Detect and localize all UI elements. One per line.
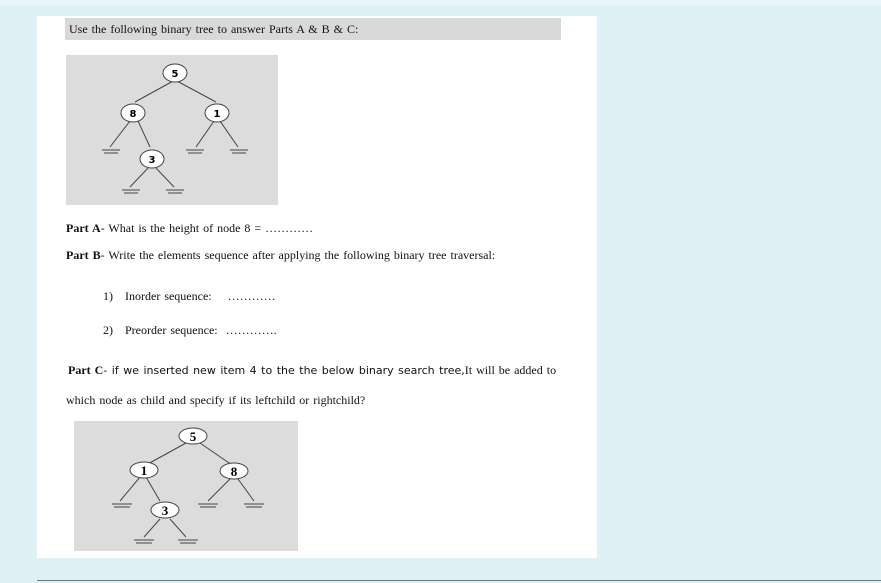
item-blank: ………… bbox=[227, 289, 276, 303]
item-blank: …………. bbox=[225, 323, 277, 337]
intro-heading: Use the following binary tree to answer Parts A & B & C: bbox=[65, 18, 561, 40]
tree1-node-root: 5 bbox=[171, 69, 179, 80]
part-c-text: - if we inserted new item 4 to the the below binary search tree, bbox=[103, 364, 465, 377]
part-a-question bbox=[66, 221, 313, 236]
tree1-node-right: 1 bbox=[213, 109, 221, 120]
bottom-divider bbox=[37, 580, 881, 581]
item-label: Preorder sequence: bbox=[125, 323, 218, 337]
part-b-text: - Write the elements sequence after applying the following binary tree traversal: bbox=[100, 248, 496, 262]
part-c-question-line1 bbox=[68, 363, 556, 378]
item-label: Inorder sequence: bbox=[125, 289, 212, 303]
item-number: 2) bbox=[103, 323, 113, 337]
tree2-node-right: 8 bbox=[230, 464, 238, 479]
item-number: 1) bbox=[103, 289, 113, 303]
binary-tree-figure bbox=[66, 55, 278, 205]
part-c-text-end: It will be added to bbox=[464, 363, 557, 377]
part-c-label: Part C bbox=[68, 363, 104, 377]
tree2-node-left: 1 bbox=[140, 463, 148, 478]
tree2-node-left-right: 3 bbox=[161, 503, 169, 518]
part-b-question bbox=[66, 248, 495, 263]
part-a-text: - What is the height of node 8 = ………… bbox=[100, 221, 314, 235]
tree1-node-left-right: 3 bbox=[148, 155, 156, 166]
binary-search-tree-figure bbox=[74, 421, 298, 551]
top-band bbox=[0, 0, 881, 6]
binary-search-tree-diagram bbox=[74, 421, 298, 551]
part-b-item-inorder bbox=[103, 289, 276, 304]
binary-tree-diagram bbox=[66, 55, 278, 205]
part-b-label: Part B bbox=[66, 248, 101, 262]
part-a-label: Part A bbox=[66, 221, 101, 235]
part-c-question-line2: which node as child and specify if its leftchild or rightchild? bbox=[66, 393, 366, 407]
tree2-node-root: 5 bbox=[189, 429, 197, 444]
document-page bbox=[37, 16, 597, 558]
part-b-item-preorder bbox=[103, 323, 277, 338]
tree1-node-left: 8 bbox=[129, 109, 137, 120]
